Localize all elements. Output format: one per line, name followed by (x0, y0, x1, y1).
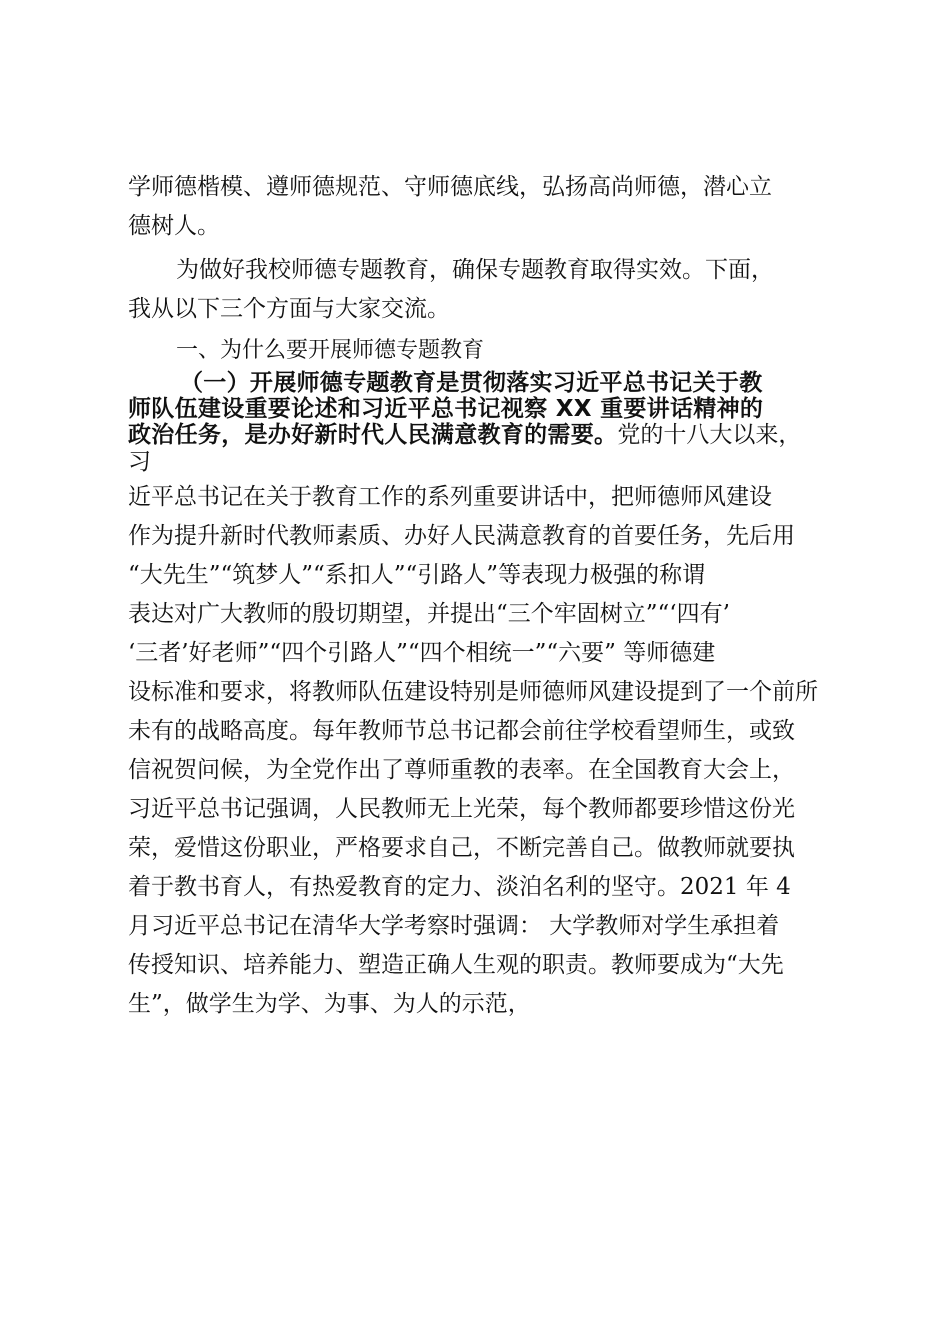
body-line: ‘三者’好老师”“四个引路人”“四个相统一”“六要” 等师德建 (128, 640, 716, 666)
body-line: “大先生”“筑梦人”“系扣人”“引路人”等表现力极强的称谓 (128, 562, 706, 588)
body-line: 设标准和要求，将教师队伍建设特别是师德师风建设提到了一个前所 (128, 679, 818, 705)
subsection-body-start: 党的十八大以来， (617, 422, 802, 448)
body-line: 生”，做学生为学、为事、为人的示范， (128, 991, 531, 1017)
section-heading: 一、为什么要开展师德专题教育 (176, 338, 485, 363)
body-line: 作为提升新时代教师素质、办好人民满意教育的首要任务，先后用 (128, 523, 795, 549)
subsection-heading-line-1: （一）开展师德专题教育是贯彻落实习近平总书记关于教 (180, 370, 763, 396)
subsection-heading-bold-text: 政治任务，是办好新时代人民满意教育的需要。 (128, 422, 618, 448)
body-line: 荣，爱惜这份职业，严格要求自己，不断完善自己。做教师就要执 (128, 835, 795, 861)
subsection-heading-line-2: 师队伍建设重要论述和习近平总书记视察 XX 重要讲话精神的 (128, 396, 764, 422)
body-line: 习近平总书记强调，人民教师无上光荣，每个教师都要珍惜这份光 (128, 796, 795, 822)
body-line: 月习近平总书记在清华大学考察时强调： 大学教师对学生承担着 (128, 913, 780, 939)
intro-line-2: 德树人。 (128, 213, 220, 239)
body-line: 近平总书记在关于教育工作的系列重要讲话中，把师德师风建设 (128, 484, 772, 510)
intro-line-1: 学师德楷模、遵师德规范、守师德底线，弘扬高尚师德，潜心立 (128, 174, 772, 200)
paragraph-2-line-2: 我从以下三个方面与大家交流。 (128, 296, 450, 322)
paragraph-2-line-1: 为做好我校师德专题教育，确保专题教育取得实效。下面， (176, 257, 774, 283)
subsection-heading-line-3 (128, 422, 801, 448)
subsection-body-orphan: 习 (128, 449, 151, 475)
body-line: 传授知识、培养能力、塑造正确人生观的职责。教师要成为“大先 (128, 952, 784, 978)
body-line: 信祝贺问候，为全党作出了尊师重教的表率。在全国教育大会上， (128, 757, 795, 783)
body-line: 着于教书育人，有热爱教育的定力、淡泊名利的坚守。2021 年 4 (128, 874, 791, 900)
body-line: 表达对广大教师的殷切期望，并提出“三个牢固树立”“‘四有’ (128, 601, 730, 627)
body-line: 未有的战略高度。每年教师节总书记都会前往学校看望师生，或致 (128, 718, 795, 744)
